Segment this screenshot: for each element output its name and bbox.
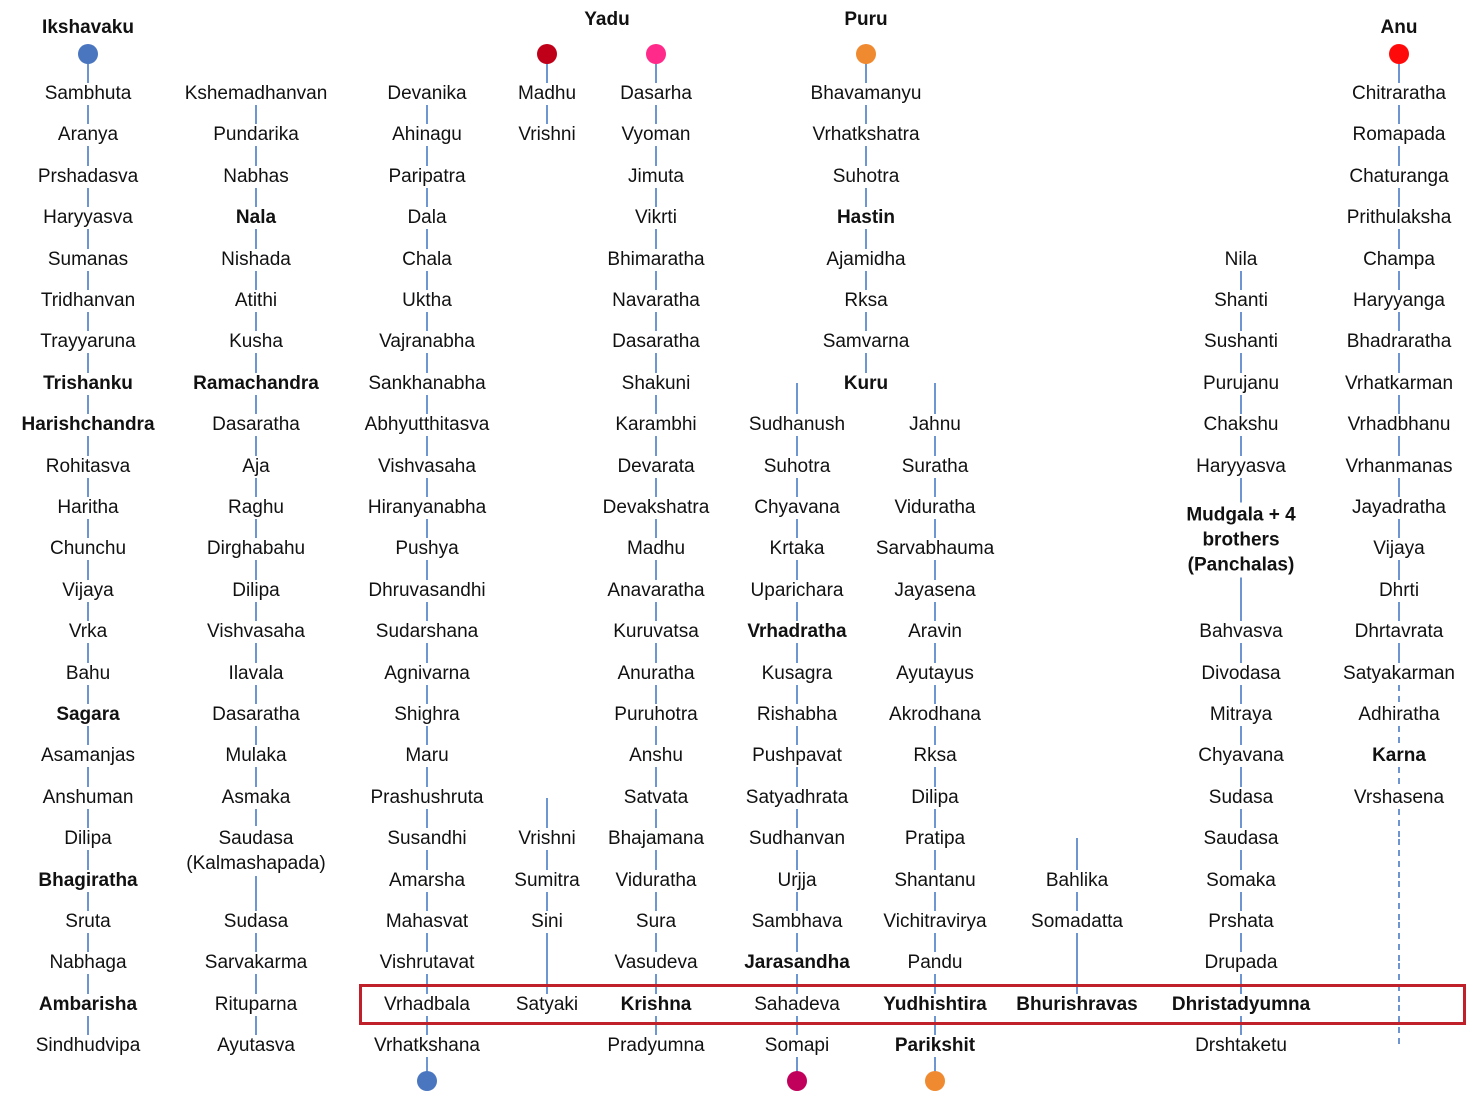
- person-kshema-18: Saudasa (Kalmashapada): [186, 828, 326, 874]
- person-nila-7: Bahvasva: [1199, 621, 1283, 642]
- person-dasarha-14: Anuratha: [617, 663, 695, 684]
- person-devanika-2: Paripatra: [388, 166, 466, 187]
- person-dasarha-10: Devakshatra: [602, 497, 710, 518]
- person-vrishni2-2: Sini: [531, 911, 563, 932]
- person-kshema-17: Asmaka: [221, 787, 291, 808]
- person-devanika-1: Ahinagu: [392, 124, 462, 145]
- header-puru: Puru: [844, 9, 888, 30]
- person-devanika-22: Vrhadbala: [384, 994, 470, 1015]
- person-sudhanush-3: Krtaka: [769, 538, 825, 559]
- person-ikshavaku-9: Rohitasva: [45, 456, 131, 477]
- person-dasarha-6: Dasaratha: [612, 331, 700, 352]
- person-vrishni2-0: Vrishni: [518, 828, 576, 849]
- person-kshema-11: Dirghabahu: [206, 538, 306, 559]
- header-yadu: Yadu: [584, 9, 630, 30]
- person-ikshavaku-3: Haryyasva: [43, 207, 133, 228]
- person-jahnu-0: Jahnu: [909, 414, 961, 435]
- person-anu-11: Vijaya: [1373, 538, 1425, 559]
- person-ikshavaku-1: Aranya: [57, 124, 119, 145]
- person-devanika-20: Mahasvat: [385, 911, 469, 932]
- person-sudhanush-7: Rishabha: [756, 704, 838, 725]
- person-anu-0: Chitraratha: [1352, 83, 1446, 104]
- person-kshema-2: Nabhas: [223, 166, 289, 187]
- person-anu-6: Bhadraratha: [1346, 331, 1452, 352]
- person-ikshavaku-21: Nabhaga: [49, 952, 127, 973]
- person-nila-4: Chakshu: [1203, 414, 1279, 435]
- person-devanika-7: Sankhanabha: [368, 373, 486, 394]
- person-dasarha-8: Karambhi: [615, 414, 697, 435]
- person-vrishni2-3: Satyaki: [515, 994, 579, 1015]
- person-jahnu-5: Aravin: [908, 621, 962, 642]
- person-anu-10: Jayadratha: [1351, 497, 1447, 518]
- person-nila-11: Sudasa: [1208, 787, 1274, 808]
- person-dasarha-17: Satvata: [623, 787, 689, 808]
- person-devanika-23: Vrhatkshana: [374, 1035, 480, 1056]
- person-dasarha-19: Viduratha: [615, 870, 697, 891]
- person-nila-16: Dhristadyumna: [1171, 994, 1311, 1015]
- person-anu-15: Adhiratha: [1358, 704, 1440, 725]
- person-dasarha-4: Bhimaratha: [607, 249, 705, 270]
- person-jahnu-2: Viduratha: [894, 497, 976, 518]
- person-sudhanush-13: Jarasandha: [744, 952, 850, 973]
- person-sudhanush-0: Sudhanush: [748, 414, 846, 435]
- person-devanika-8: Abhyutthitasva: [364, 414, 490, 435]
- person-puru-3: Hastin: [836, 207, 896, 228]
- person-bahlika-1: Somadatta: [1031, 911, 1123, 932]
- person-dasarha-21: Vasudeva: [614, 952, 698, 973]
- person-sudhanush-4: Uparichara: [750, 580, 844, 601]
- person-ikshavaku-19: Bhagiratha: [38, 870, 138, 891]
- person-nila-0: Nila: [1224, 249, 1258, 270]
- person-nila-17: Drshtaketu: [1195, 1035, 1287, 1056]
- bottom-orange-dot: [925, 1071, 945, 1091]
- person-ikshavaku-16: Asamanjas: [41, 745, 135, 766]
- person-devanika-21: Vishrutavat: [379, 952, 475, 973]
- person-jahnu-8: Rksa: [913, 745, 957, 766]
- person-dasarha-9: Devarata: [617, 456, 695, 477]
- person-kshema-16: Mulaka: [225, 745, 287, 766]
- person-dasarha-0: Dasarha: [620, 83, 692, 104]
- person-jahnu-15: Parikshit: [894, 1035, 976, 1056]
- person-jahnu-3: Sarvabhauma: [875, 538, 995, 559]
- person-puru-7: Kuru: [843, 373, 889, 394]
- person-nila-5: Haryyasva: [1196, 456, 1286, 477]
- yadu-left-dot: [537, 44, 557, 64]
- person-ikshavaku-7: Trishanku: [43, 373, 133, 394]
- person-kshema-8: Dasaratha: [212, 414, 300, 435]
- person-dasarha-22: Krishna: [620, 994, 692, 1015]
- person-ikshavaku-0: Sambhuta: [44, 83, 132, 104]
- person-devanika-3: Dala: [407, 207, 447, 228]
- person-dasarha-3: Vikrti: [635, 207, 677, 228]
- person-sudhanush-15: Somapi: [764, 1035, 830, 1056]
- person-sudhanush-6: Kusagra: [761, 663, 833, 684]
- person-sudhanush-9: Satyadhrata: [745, 787, 849, 808]
- person-jahnu-14: Yudhishtira: [883, 994, 987, 1015]
- person-sudhanush-10: Sudhanvan: [748, 828, 846, 849]
- person-anu-9: Vrhanmanas: [1345, 456, 1453, 477]
- bottom-magenta-dot: [787, 1071, 807, 1091]
- person-nila-2: Sushanti: [1204, 331, 1278, 352]
- person-anu-4: Champa: [1363, 249, 1435, 270]
- person-dasarha-1: Vyoman: [621, 124, 691, 145]
- person-devanika-12: Dhruvasandhi: [368, 580, 486, 601]
- person-anu-14: Satyakarman: [1343, 663, 1455, 684]
- person-anu-16: Karna: [1372, 745, 1426, 766]
- person-sudhanush-14: Sahadeva: [754, 994, 840, 1015]
- person-kshema-22: Ayutasva: [217, 1035, 295, 1056]
- person-devanika-14: Agnivarna: [384, 663, 470, 684]
- ikshavaku-dot: [78, 44, 98, 64]
- person-jahnu-10: Pratipa: [904, 828, 966, 849]
- person-devanika-10: Hiranyanabha: [367, 497, 487, 518]
- person-ikshavaku-4: Sumanas: [47, 249, 129, 270]
- person-dasarha-20: Sura: [635, 911, 677, 932]
- person-sudhanush-5: Vrhadratha: [747, 621, 847, 642]
- person-madhu-1: Vrishni: [518, 124, 576, 145]
- person-kshema-4: Nishada: [221, 249, 291, 270]
- person-dasarha-5: Navaratha: [612, 290, 700, 311]
- person-dasarha-7: Shakuni: [621, 373, 691, 394]
- person-dasarha-23: Pradyumna: [607, 1035, 705, 1056]
- person-kshema-0: Kshemadhanvan: [184, 83, 328, 104]
- person-kshema-9: Aja: [242, 456, 270, 477]
- person-kshema-5: Atithi: [234, 290, 278, 311]
- person-sudhanush-12: Sambhava: [751, 911, 843, 932]
- person-nila-1: Shanti: [1214, 290, 1268, 311]
- person-anu-7: Vrhatkarman: [1344, 373, 1454, 394]
- person-puru-0: Bhavamanyu: [810, 83, 922, 104]
- person-dasarha-18: Bhajamana: [607, 828, 705, 849]
- person-puru-1: Vrhatkshatra: [812, 124, 920, 145]
- person-devanika-5: Uktha: [402, 290, 452, 311]
- person-devanika-17: Prashushruta: [370, 787, 484, 808]
- person-sudhanush-11: Urjja: [777, 870, 817, 891]
- person-devanika-13: Sudarshana: [375, 621, 479, 642]
- person-anu-1: Romapada: [1352, 124, 1446, 145]
- person-ikshavaku-15: Sagara: [56, 704, 120, 725]
- person-jahnu-4: Jayasena: [894, 580, 976, 601]
- person-puru-6: Samvarna: [822, 331, 910, 352]
- person-nila-14: Prshata: [1208, 911, 1274, 932]
- person-jahnu-13: Pandu: [907, 952, 963, 973]
- person-anu-5: Haryyanga: [1353, 290, 1445, 311]
- person-sudhanush-1: Suhotra: [763, 456, 831, 477]
- person-kshema-12: Dilipa: [232, 580, 280, 601]
- person-ikshavaku-18: Dilipa: [64, 828, 112, 849]
- person-bahlika-0: Bahlika: [1045, 870, 1109, 891]
- person-kshema-13: Vishvasaha: [207, 621, 305, 642]
- yadu-right-dot: [646, 44, 666, 64]
- person-jahnu-12: Vichitravirya: [883, 911, 987, 932]
- person-ikshavaku-23: Sindhudvipa: [35, 1035, 141, 1056]
- person-ikshavaku-12: Vijaya: [62, 580, 114, 601]
- person-nila-10: Chyavana: [1198, 745, 1284, 766]
- person-devanika-0: Devanika: [387, 83, 467, 104]
- person-nila-3: Purujanu: [1202, 373, 1280, 394]
- person-sudhanush-2: Chyavana: [754, 497, 840, 518]
- person-anu-2: Chaturanga: [1349, 166, 1449, 187]
- person-kshema-7: Ramachandra: [193, 373, 319, 394]
- person-jahnu-11: Shantanu: [894, 870, 976, 891]
- person-kshema-6: Kusha: [229, 331, 283, 352]
- person-devanika-4: Chala: [402, 249, 452, 270]
- person-anu-17: Vrshasena: [1353, 787, 1445, 808]
- person-ikshavaku-11: Chunchu: [49, 538, 127, 559]
- person-jahnu-7: Akrodhana: [889, 704, 981, 725]
- puru-dot: [856, 44, 876, 64]
- person-sudhanush-8: Pushpavat: [752, 745, 842, 766]
- person-ikshavaku-14: Bahu: [65, 663, 111, 684]
- person-devanika-11: Pushya: [395, 538, 459, 559]
- person-nila-12: Saudasa: [1203, 828, 1279, 849]
- person-dasarha-13: Kuruvatsa: [613, 621, 699, 642]
- person-ikshavaku-6: Trayyaruna: [40, 331, 136, 352]
- person-kshema-19: Sudasa: [223, 911, 289, 932]
- person-ikshavaku-13: Vrka: [68, 621, 108, 642]
- person-ikshavaku-2: Prshadasva: [37, 166, 139, 187]
- person-kshema-3: Nala: [235, 207, 277, 228]
- person-kshema-10: Raghu: [228, 497, 284, 518]
- person-kshema-14: Ilavala: [228, 663, 284, 684]
- person-kshema-21: Rituparna: [214, 994, 298, 1015]
- header-ikshavaku: Ikshavaku: [42, 17, 134, 38]
- person-puru-4: Ajamidha: [826, 249, 906, 270]
- person-dasarha-15: Puruhotra: [614, 704, 698, 725]
- person-devanika-19: Amarsha: [388, 870, 466, 891]
- person-ikshavaku-17: Anshuman: [42, 787, 134, 808]
- person-nila-6: Mudgala + 4 brothers (Panchalas): [1186, 504, 1296, 576]
- person-vrishni2-1: Sumitra: [514, 870, 580, 891]
- person-dasarha-2: Jimuta: [628, 166, 684, 187]
- person-puru-2: Suhotra: [832, 166, 900, 187]
- person-devanika-16: Maru: [405, 745, 449, 766]
- person-jahnu-1: Suratha: [901, 456, 969, 477]
- person-madhu-0: Madhu: [517, 83, 577, 104]
- person-anu-3: Prithulaksha: [1346, 207, 1452, 228]
- person-jahnu-9: Dilipa: [911, 787, 959, 808]
- person-jahnu-6: Ayutayus: [896, 663, 974, 684]
- person-ikshavaku-5: Tridhanvan: [40, 290, 136, 311]
- person-bahlika-2: Bhurishravas: [1016, 994, 1138, 1015]
- header-anu: Anu: [1380, 17, 1418, 38]
- person-ikshavaku-10: Haritha: [57, 497, 119, 518]
- person-dasarha-16: Anshu: [629, 745, 683, 766]
- person-anu-8: Vrhadbhanu: [1347, 414, 1451, 435]
- person-ikshavaku-20: Sruta: [65, 911, 111, 932]
- person-devanika-15: Shighra: [394, 704, 460, 725]
- person-kshema-20: Sarvakarma: [204, 952, 308, 973]
- person-puru-5: Rksa: [844, 290, 888, 311]
- person-ikshavaku-8: Harishchandra: [21, 414, 155, 435]
- person-devanika-6: Vajranabha: [379, 331, 475, 352]
- person-anu-12: Dhrti: [1378, 580, 1420, 601]
- person-devanika-9: Vishvasaha: [378, 456, 476, 477]
- person-dasarha-12: Anavaratha: [607, 580, 705, 601]
- bottom-blue-dot: [417, 1071, 437, 1091]
- person-nila-9: Mitraya: [1209, 704, 1273, 725]
- person-ikshavaku-22: Ambarisha: [38, 994, 138, 1015]
- person-anu-13: Dhrtavrata: [1354, 621, 1444, 642]
- person-nila-15: Drupada: [1204, 952, 1278, 973]
- anu-dot: [1389, 44, 1409, 64]
- person-kshema-15: Dasaratha: [212, 704, 300, 725]
- person-devanika-18: Susandhi: [387, 828, 467, 849]
- person-dasarha-11: Madhu: [626, 538, 686, 559]
- person-nila-13: Somaka: [1206, 870, 1276, 891]
- person-nila-8: Divodasa: [1201, 663, 1281, 684]
- person-kshema-1: Pundarika: [213, 124, 299, 145]
